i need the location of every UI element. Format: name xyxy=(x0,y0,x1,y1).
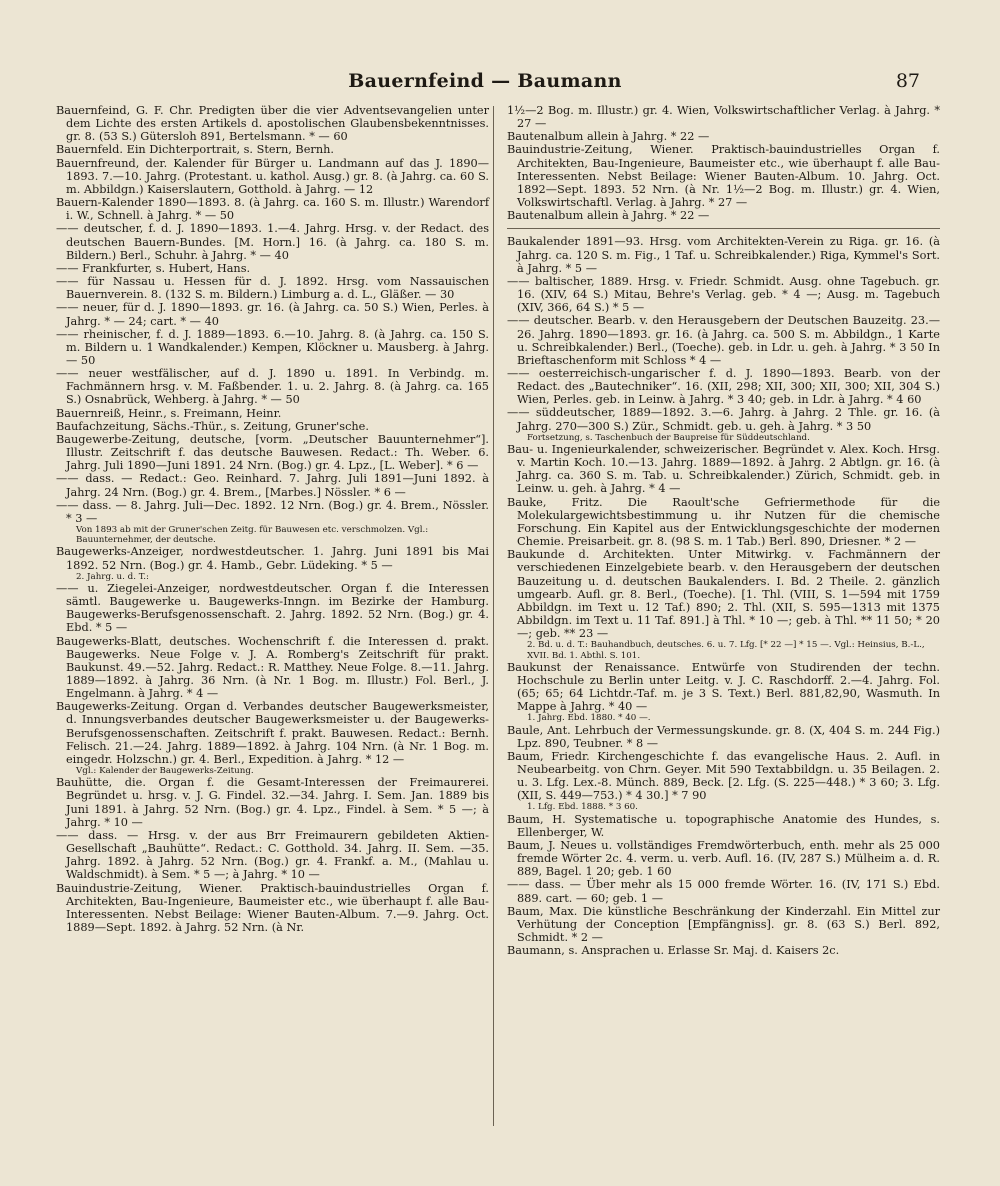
column-divider xyxy=(493,106,494,1126)
bibliography-entry: —— dass. — Über mehr als 15 000 fremde Wörter. 16. (IV, 171 S.) Ebd. 889. cart. — 60; geb. 1 — xyxy=(507,878,940,905)
bibliography-entry: Baumann, s. Ansprachen u. Erlasse Sr. Maj. d. Kaisers 2c. xyxy=(507,944,840,958)
bibliography-entry: Baum, Max. Die künstliche Beschränkung der Kinderzahl. Ein Mittel zur Verhütung der Conception [Empfängniss]. gr. 8. (63 S.) Berl. 892, Schmidt. * 2 — xyxy=(507,904,940,945)
section-rule xyxy=(507,228,940,229)
bibliography-entry: Baukunde d. Architekten. Unter Mitwirkg. v. Fachmännern der verschiedenen Einzelgebiete bearb. v. den Herausgebern der deutschen Bauzeitung u. d. deutschen Baukalenders. I. Bd. 2 Theile. 2. gänzlich umgearb. Aufl. gr. 8. Berl., (Toeche). [1. Thl. (VIII, S. 1—594 mit 1759 Abbildgn. im Text u. 12 Taf.) 890; 2. Thl. (XII, S. 595—1313 mit 1375 Abbildgn. im Text u. 11 Taf. 891.] à Thl. * 10 —; geb. à Thl. ** 11 50; * 20 —; geb. ** 23 — xyxy=(507,548,940,641)
page-header xyxy=(50,70,920,96)
bibliography-entry: Baugewerks-Anzeiger, nordwestdeutscher. 1. Jahrg. Juni 1891 bis Mai 1892. 52 Nrn. (Bog.) gr. 4. Hamb., Gebr. Lüdeking. * 5 — xyxy=(56,545,489,572)
bibliography-entry: Bauernreiß, Heinr., s. Freimann, Heinr. xyxy=(56,406,282,420)
bibliography-entry: —— für Nassau u. Hessen für d. J. 1892. Hrsg. vom Nassauischen Bauernverein. 8. (132 S. m. Bildern.) Limburg a. d. L., Gläßer. — 30 xyxy=(56,275,489,302)
bibliography-entry: Baugewerks-Blatt, deutsches. Wochenschrift f. die Interessen d. prakt. Baugewerks. Neue Folge v. J. A. Romberg's Zeitschrift für prakt. Baukunst. 49.—52. Jahrg. Redact.: R. Matthey. Neue Folge. 8.—11. Jahrg. 1889—1892. à Jahrg. 36 Nrn. (à Nr. 1 Bog. m. Illustr.) Fol. Berl., J. Engelmann. à Jahrg. * 4 — xyxy=(56,634,489,701)
bibliography-entry: Baugewerks-Zeitung. Organ d. Verbandes deutscher Baugewerksmeister, d. Innungsverbandes deutscher Baugewerksmeister u. der Baugewerks-Berufsgenossenschaften. Zeitschrift f. prakt. Bauwesen. Redact.: Bernh. Felisch. 21.—24. Jahrg. 1889—1892. à Jahrg. 104 Nrn. (à Nr. 1 Bog. m. eingedr. Holzschn.) gr. 4. Berl., Expedition. à Jahrg. * 12 — xyxy=(56,700,489,766)
bibliography-entry: Bauernfeind, G. F. Chr. Predigten über die vier Adventsevangelien unter dem Lichte des ersten Artikels d. apostolischen Glaubensbekenntnisses. gr. 8. (53 S.) Gütersloh 891, Bertelsmann. * — 60 xyxy=(56,104,489,144)
bibliography-entry: Bautenalbum allein à Jahrg. * 22 — xyxy=(507,130,710,144)
bibliography-entry: —— oesterreichisch-ungarischer f. d. J. 1890—1893. Bearb. von der Redact. des „Bautechniker“. 16. (XII, 298; XII, 300; XII, 300; XII, 304 S.) Wien, Perles. geb. in Leinw. à Jahrg. * 3 40; geb. in Ldr. à Jahrg. * 4 60 xyxy=(507,366,940,407)
bibliography-entry: —— deutscher. Bearb. v. den Herausgebern der Deutschen Bauzeitg. 23.—26. Jahrg. 1890—1893. gr. 16. (à Jahrg. ca. 500 S. m. Abbildgn., 1 Karte u. Schreibkalender.) Berl., (Toeche). geb. in Ldr. u. geh. à Jahrg. * 3 50 In Brieftaschenform mit Schloss * 4 — xyxy=(507,314,940,367)
entry-note: 2. Bd. u. d. T.: Bauhandbuch, deutsches. 6. u. 7. Lfg. [* 22 —] * 15 —. Vgl.: Heinsius, B.-L., XVII. Bd. 1. Abthl. S. 101. xyxy=(527,640,925,661)
bibliography-entry: Bau- u. Ingenieurkalender, schweizerischer. Begründet v. Alex. Koch. Hrsg. v. Martin Koch. 10.—13. Jahrg. 1889—1892. à Jahrg. 2 Abtlgn. gr. 16. (à Jahrg. ca. 360 S. m. Tab. u. Schreibkalender.) Zürich, Schmidt. geb. in Leinw. u. geh. à Jahrg. * 4 — xyxy=(507,442,940,496)
entry-note: Vgl.: Kalender der Baugewerks-Zeitung. xyxy=(76,766,254,777)
bibliography-entry: Baum, Friedr. Kirchengeschichte f. das evangelische Haus. 2. Aufl. in Neubearbeitg. von Chrn. Geyer. Mit 590 Textabbildgn. u. 35 Beilagen. 2. u. 3. Lfg. Lex.-8. Münch. 889, Beck. [2. Lfg. (S. 225—448.) * 3 60; 3. Lfg. (XII, S. 449—753.) * 4 30.] * 7 90 xyxy=(507,749,940,803)
bibliography-entry: Bautenalbum allein à Jahrg. * 22 — xyxy=(507,209,710,223)
right-column xyxy=(507,104,940,957)
bibliography-entry: —— u. Ziegelei-Anzeiger, nordwestdeutscher. Organ f. die Interessen sämtl. Baugewerke u. Baugewerks-Inngn. im Bezirke der Hamburg. Baugewerks-Berufsgenossenschaft. 2. Jahrg. 1892. 52 Nrn. (Bog.) gr. 4. Ebd. * 5 — xyxy=(56,581,489,635)
bibliography-entry: Baukunst der Renaissance. Entwürfe von Studirenden der techn. Hochschule zu Berlin unter Leitg. v. J. C. Raschdorff. 2.—4. Jahrg. Fol. (65; 65; 64 Lichtdr.-Taf. m. je 3 S. Text.) Berl. 881,82,90, Wasmuth. In Mappe à Jahrg. * 40 — xyxy=(507,660,940,714)
entry-note: Fortsetzung, s. Taschenbuch der Baupreise für Süddeutschland. xyxy=(527,432,810,443)
bibliography-entry: Bauernfeld. Ein Dichterportrait, s. Stern, Bernh. xyxy=(56,143,334,157)
running-title: Bauernfeind — Baumann xyxy=(348,70,622,92)
bibliography-entry: —— süddeutscher, 1889—1892. 3.—6. Jahrg. à Jahrg. 2 Thle. gr. 16. (à Jahrg. 270—300 S.) Zür., Schmidt. geb. u. geh. à Jahrg. * 3 50 xyxy=(507,406,940,433)
page-number: 87 xyxy=(895,70,920,92)
bibliography-entry: Baugewerbe-Zeitung, deutsche, [vorm. „Deutscher Bauunternehmer“]. Illustr. Zeitschrift f. das deutsche Bauwesen. Redact.: Th. Weber. 6. Jahrg. Juli 1890—Juni 1891. 24 Nrn. (Bog.) gr. 4. Lpz., [L. Weber]. * 6 — xyxy=(56,432,489,473)
entry-note: 1. Jahrg. Ebd. 1880. * 40 —. xyxy=(527,713,651,724)
bibliography-entry: Baum, H. Systematische u. topographische Anatomie des Hundes, s. Ellenberger, W. xyxy=(507,812,940,839)
bibliography-entry: —— dass. — Redact.: Geo. Reinhard. 7. Jahrg. Juli 1891—Juni 1892. à Jahrg. 24 Nrn. (Bog.) gr. 4. Brem., [Marbes.] Nössler. * 6 — xyxy=(56,472,489,499)
bibliography-entry: Bauern-Kalender 1890—1893. 8. (à Jahrg. ca. 160 S. m. Illustr.) Warendorf i. W., Schnell. à Jahrg. * — 50 xyxy=(56,196,489,223)
bibliography-entry: —— rheinischer, f. d. J. 1889—1893. 6.—10. Jahrg. 8. (à Jahrg. ca. 150 S. m. Bildern u. 1 Wandkalender.) Kempen, Klöckner u. Mausberg. à Jahrg. — 50 xyxy=(56,327,489,367)
bibliography-entry: —— neuer, für d. J. 1890—1893. gr. 16. (à Jahrg. ca. 50 S.) Wien, Perles. à Jahrg. * — 24; cart. * — 40 xyxy=(56,301,489,328)
bibliography-entry: —— baltischer, 1889. Hrsg. v. Friedr. Schmidt. Ausg. ohne Tagebuch. gr. 16. (XIV, 64 S.) Mitau, Behre's Verlag. geb. * 4 —; Ausg. m. Tagebuch (XIV, 366, 64 S.) * 5 — xyxy=(507,274,940,315)
bibliography-entry: Bauhütte, die. Organ f. die Gesamt-Interessen der Freimaurerei. Begründet u. hrsg. v. J. G. Findel. 32.—34. Jahrg. I. Sem. Jan. 1889 bis Juni 1891. à Jahrg. 52 Nrn. (Bog.) gr. 4. Lpz., Findel. à Sem. * 5 —; à Jahrg. * 10 — xyxy=(56,776,489,829)
bibliography-entry: Baule, Ant. Lehrbuch der Vermessungskunde. gr. 8. (X, 404 S. m. 244 Fig.) Lpz. 890, Teubner. * 8 — xyxy=(507,723,940,750)
bibliography-entry: Bauernfreund, der. Kalender für Bürger u. Landmann auf das J. 1890—1893. 7.—10. Jahrg. (Protestant. u. kathol. Ausg.) gr. 8. (à Jahrg. ca. 60 S. m. Abbildgn.) Kaiserslautern, Gotthold. à Jahrg. — 12 xyxy=(56,156,489,196)
entry-note: 1. Lfg. Ebd. 1888. * 3 60. xyxy=(527,802,638,813)
bibliography-entry: —— Frankfurter, s. Hubert, Hans. xyxy=(56,261,251,275)
entry-note: 2. Jahrg. u. d. T.: xyxy=(76,571,149,582)
bibliography-entry: Bauke, Fritz. Die Raoult'sche Gefriermethode für die Molekulargewichtsbestimmung u. ihr Nutzen für die chemische Forschung. Ein Kapitel aus der Entwicklungsgeschichte der modernen Chemie. Preisarbeit. gr. 8. (98 S. m. 1 Tab.) Berl. 890, Driesner. * 2 — xyxy=(507,495,940,549)
bibliography-entry: —— deutscher, f. d. J. 1890—1893. 1.—4. Jahrg. Hrsg. v. der Redact. des deutschen Bauern-Bundes. [M. Horn.] 16. (à Jahrg. ca. 180 S. m. Bildern.) Berl., Schuhr. à Jahrg. * — 40 xyxy=(56,222,489,262)
bibliography-entry: Baukalender 1891—93. Hrsg. vom Architekten-Verein zu Riga. gr. 16. (à Jahrg. ca. 120 S. m. Fig., 1 Taf. u. Schreibkalender.) Riga, Kymmel's Sort. à Jahrg. * 5 — xyxy=(507,235,940,275)
bibliography-entry: 1½—2 Bog. m. Illustr.) gr. 4. Wien, Volkswirtschaftlicher Verlag. à Jahrg. * 27 — xyxy=(507,104,940,131)
bibliography-entry: Baufachzeitung, Sächs.-Thür., s. Zeitung, Gruner'sche. xyxy=(56,419,369,433)
entry-note: Von 1893 ab mit der Gruner'schen Zeitg. für Bauwesen etc. verschmolzen. Vgl.: Bauunternehmer, der deutsche. xyxy=(76,525,429,546)
bibliography-entry: Bauindustrie-Zeitung, Wiener. Praktisch-bauindustrielles Organ f. Architekten, Bau-Ingenieure, Baumeister etc., wie überhaupt f. alle Bau-Interessenten. Nebst Beilage: Wiener Bauten-Album. 7.—9. Jahrg. Oct. 1889—Sept. 1892. à Jahrg. 52 Nrn. (à Nr. xyxy=(56,881,489,935)
bibliography-entry: Bauindustrie-Zeitung, Wiener. Praktisch-bauindustrielles Organ f. Architekten, Bau-Ingenieure, Baumeister etc., wie überhaupt f. alle Bau-Interessenten. Nebst Beilage: Wiener Bauten-Album. 10. Jahrg. Oct. 1892—Sept. 1893. 52 Nrn. (à Nr. 1½—2 Bog. m. Illustr.) gr. 4. Wien, Volkswirtschaftl. Verlag. à Jahrg. * 27 — xyxy=(507,143,940,210)
left-column xyxy=(56,104,489,934)
bibliography-entry: Baum, J. Neues u. vollständiges Fremdwörterbuch, enth. mehr als 25 000 fremde Wörter 2c. 4. verm. u. verb. Aufl. 16. (IV, 287 S.) Mülheim a. d. R. 889, Bagel. 1 20; geb. 1 60 xyxy=(507,838,940,879)
bibliography-entry: —— dass. — 8. Jahrg. Juli—Dec. 1892. 12 Nrn. (Bog.) gr. 4. Brem., Nössler. * 3 — xyxy=(56,498,489,525)
bibliography-entry: —— dass. — Hrsg. v. der aus Brr Freimaurern gebildeten Aktien-Gesellschaft „Bauhütte“. Redact.: C. Gotthold. 34. Jahrg. II. Sem. —35. Jahrg. 1892. à Jahrg. 52 Nrn. (Bog.) gr. 4. Frankf. a. M., (Mahlau u. Waldschmidt). à Sem. * 5 —; à Jahrg. * 10 — xyxy=(56,828,489,882)
bibliography-entry: —— neuer westfälischer, auf d. J. 1890 u. 1891. In Verbindg. m. Fachmännern hrsg. v. M. Faßbender. 1. u. 2. Jahrg. 8. (à Jahrg. ca. 165 S.) Osnabrück, Wehberg. à Jahrg. * — 50 xyxy=(56,367,489,407)
